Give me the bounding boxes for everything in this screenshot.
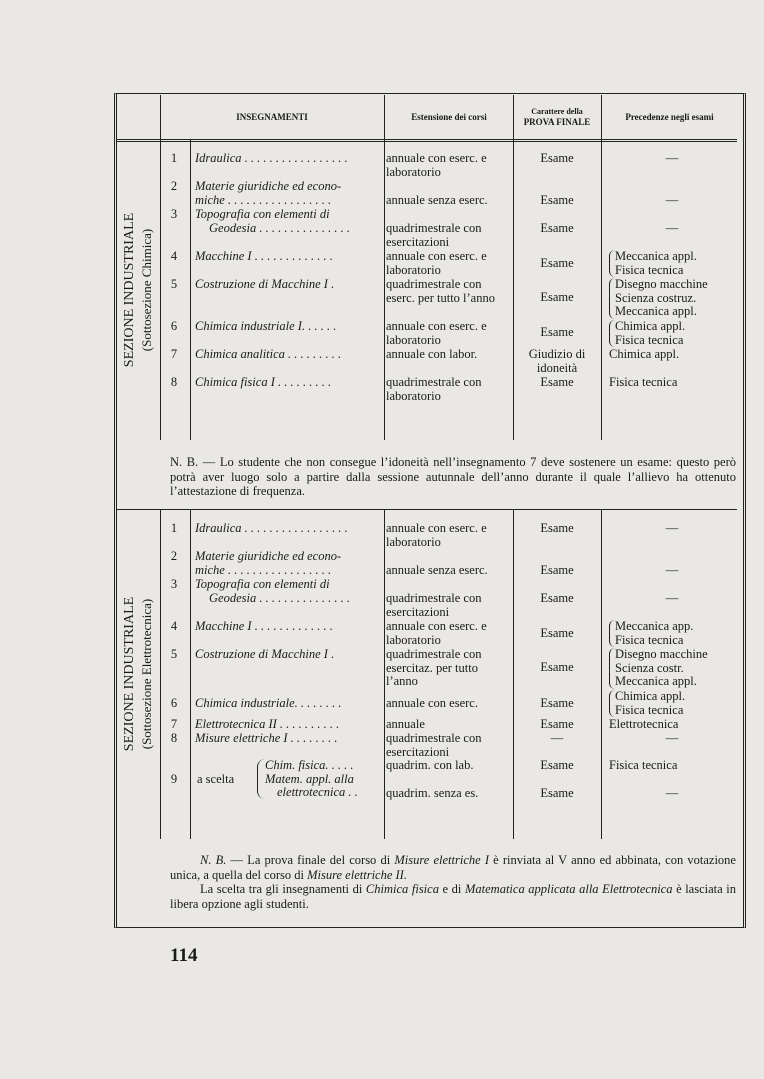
section1-note: N. B. — Lo studente che non consegue l’idoneità nell’insegnamento 7 deve sostenere un esame: questo però potrà aver luogo solo a partire dalla sessione autunnale dell’anno durante il quale l’allievo ha ottenuto l’attestazione di frequenza.: [170, 455, 736, 498]
table-header: [117, 95, 737, 142]
header-precedenze: Precedenze negli esami: [625, 112, 714, 122]
page-number: 114: [170, 945, 198, 966]
section2-note: N. B. — La prova finale del corso di Misure elettriche I è rinviata al V anno ed abbinata, con votazione unica, a quella del corso di Misure elettriche II. La scelta tra gli insegnamenti di Chimica fisica e di Matematica applicata alla Elettrotecnica è lasciata in libera opzione agli studenti.: [170, 853, 736, 911]
header-estensione: Estensione dei corsi: [411, 112, 487, 122]
section-label-elettrotecnica: SEZIONE INDUSTRIALE (Sottosezione Elettrotecnica): [122, 596, 154, 752]
header-carattere: Carattere della PROVA FINALE: [523, 107, 591, 127]
header-insegnamenti: INSEGNAMENTI: [236, 112, 308, 122]
section-label-chimica: SEZIONE INDUSTRIALE (Sottosezione Chimica): [122, 212, 154, 368]
